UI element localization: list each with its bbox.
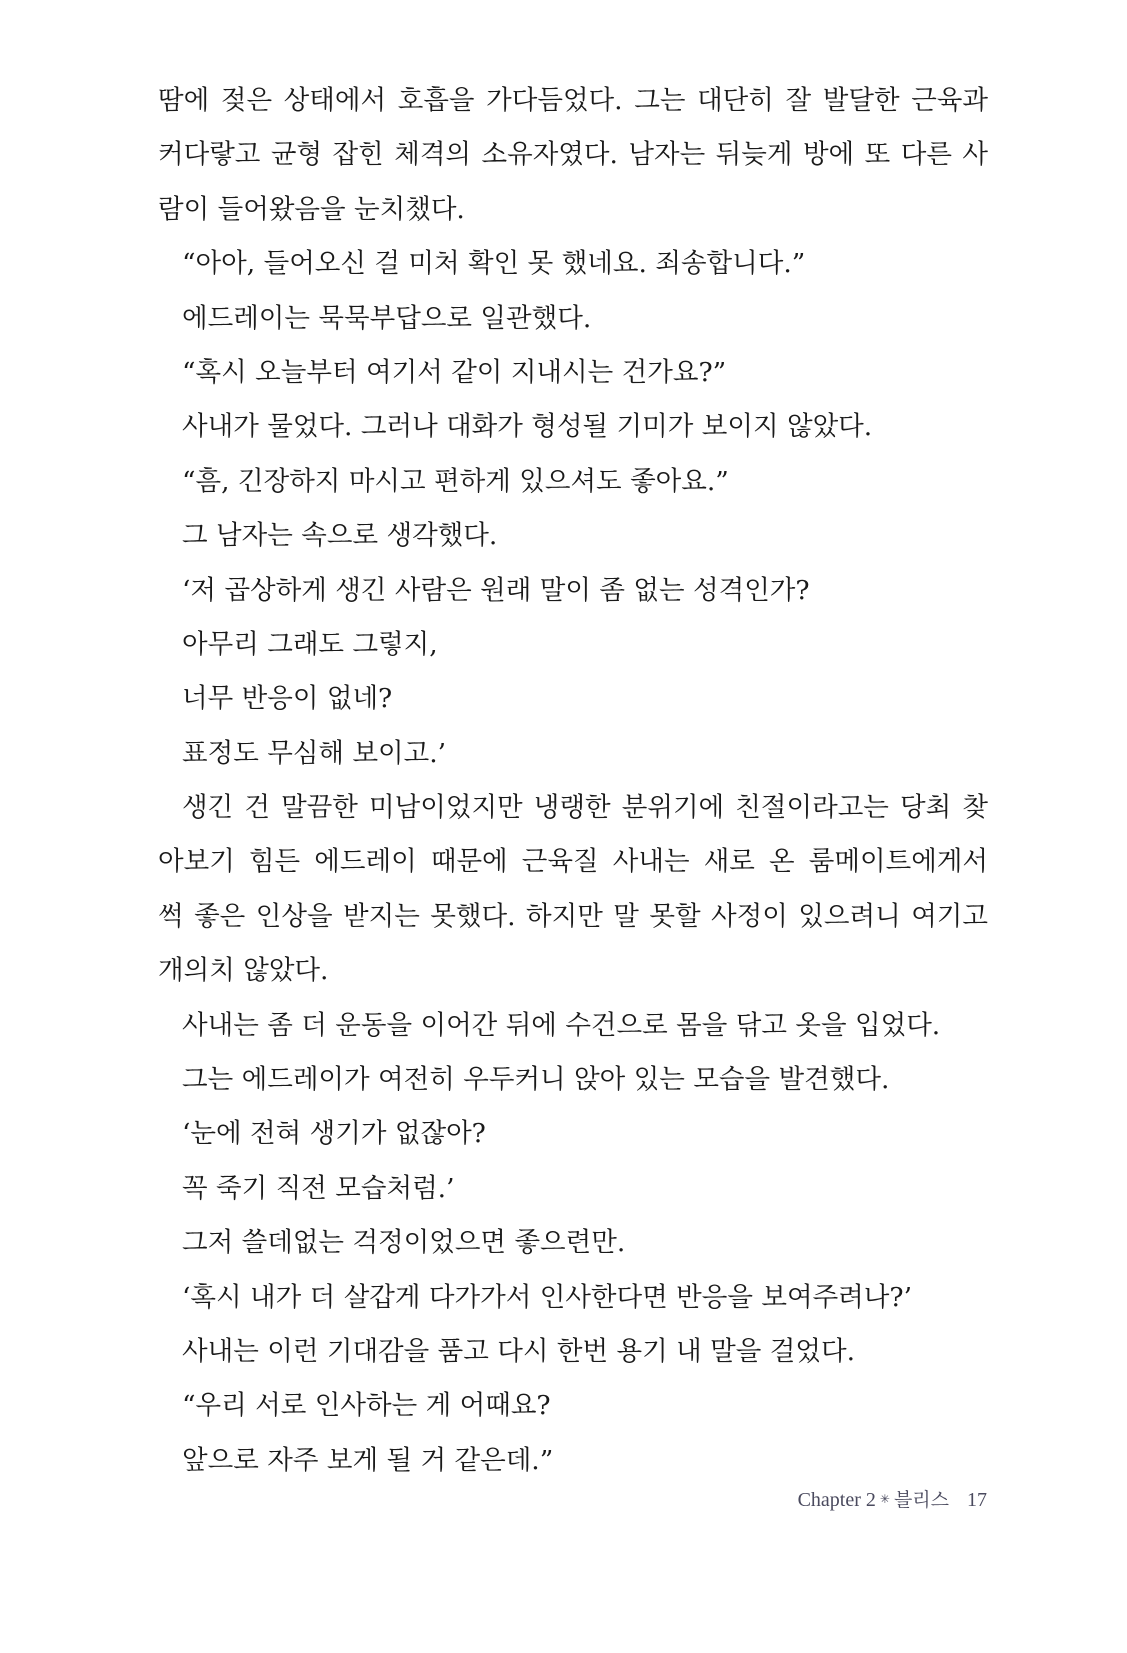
body-line-23: ‘혹시 내가 더 살갑게 다가가서 인사한다면 반응을 보여주려나?’ xyxy=(182,1281,912,1313)
body-line-18: 사내는 좀 더 운동을 이어간 뒤에 수건으로 몸을 닦고 옷을 입었다. xyxy=(182,1009,941,1041)
body-line-20: ‘눈에 전혀 생기가 없잖아? xyxy=(182,1118,486,1150)
body-line-11: 아무리 그래도 그렇지, xyxy=(182,628,438,660)
body-line-21: 꼭 죽기 직전 모습처럼.’ xyxy=(182,1172,455,1204)
footer-separator-icon: ✳ xyxy=(879,1492,890,1506)
body-line-4: “아아, 들어오신 걸 미처 확인 못 했네요. 죄송합니다.” xyxy=(182,248,806,280)
body-text xyxy=(158,74,988,1488)
body-line-2: 커다랗고 균형 잡힌 체격의 소유자였다. 남자는 뒤늦게 방에 또 다른 사 xyxy=(158,139,988,171)
footer-section-title: 블리스 xyxy=(893,1489,949,1511)
body-line-22: 그저 쓸데없는 걱정이었으면 좋으련만. xyxy=(182,1227,626,1259)
body-line-5: 에드레이는 묵묵부답으로 일관했다. xyxy=(182,302,592,334)
body-line-14: 생긴 건 말끔한 미남이었지만 냉랭한 분위기에 친절이라고는 당최 찾 xyxy=(182,792,988,824)
body-line-17: 개의치 않았다. xyxy=(158,955,329,987)
body-line-19: 그는 에드레이가 여전히 우두커니 앉아 있는 모습을 발견했다. xyxy=(182,1064,890,1096)
body-line-25: “우리 서로 인사하는 게 어때요? xyxy=(182,1390,551,1422)
page-footer xyxy=(798,1485,987,1512)
body-line-26: 앞으로 자주 보게 될 거 같은데.” xyxy=(182,1444,554,1476)
page-number: 17 xyxy=(967,1489,987,1511)
body-line-15: 아보기 힘든 에드레이 때문에 근육질 사내는 새로 온 룸메이트에게서 xyxy=(158,846,988,878)
body-line-1: 땀에 젖은 상태에서 호흡을 가다듬었다. 그는 대단히 잘 발달한 근육과 xyxy=(158,85,988,116)
footer-chapter: Chapter 2 xyxy=(797,1489,876,1511)
body-line-6: “혹시 오늘부터 여기서 같이 지내시는 건가요?” xyxy=(182,356,727,388)
body-line-10: ‘저 곱상하게 생긴 사람은 원래 말이 좀 없는 성격인가? xyxy=(182,574,810,606)
body-line-12: 너무 반응이 없네? xyxy=(182,683,393,715)
body-line-24: 사내는 이런 기대감을 품고 다시 한번 용기 내 말을 걸었다. xyxy=(182,1335,856,1367)
body-line-3: 람이 들어왔음을 눈치챘다. xyxy=(158,193,465,225)
body-line-7: 사내가 물었다. 그러나 대화가 형성될 기미가 보이지 않았다. xyxy=(182,411,873,443)
body-line-9: 그 남자는 속으로 생각했다. xyxy=(182,520,498,552)
body-line-8: “흠, 긴장하지 마시고 편하게 있으셔도 좋아요.” xyxy=(182,465,729,497)
body-line-13: 표정도 무심해 보이고.’ xyxy=(182,737,447,769)
body-line-16: 썩 좋은 인상을 받지는 못했다. 하지만 말 못할 사정이 있으려니 여기고 xyxy=(158,900,988,932)
